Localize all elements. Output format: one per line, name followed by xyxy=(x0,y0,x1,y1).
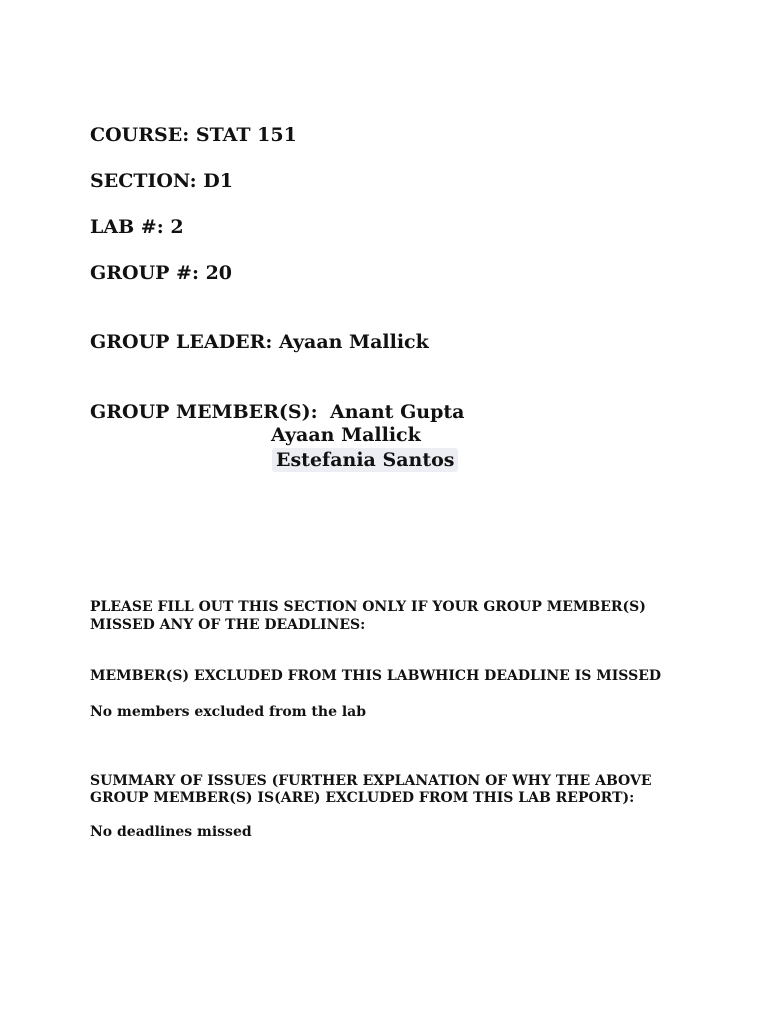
excluded-members-heading: MEMBER(S) EXCLUDED FROM THIS LABWHICH DEADLINE IS MISSED xyxy=(90,668,662,684)
summary-heading-line-2: GROUP MEMBER(S) IS(ARE) EXCLUDED FROM THIS LAB REPORT): xyxy=(90,790,635,806)
section-line: SECTION: D1 xyxy=(90,170,233,192)
instruction-line-1: PLEASE FILL OUT THIS SECTION ONLY IF YOUR GROUP MEMBER(S) xyxy=(90,599,646,615)
course-line: COURSE: STAT 151 xyxy=(90,124,297,146)
excluded-members-value: No members excluded from the lab xyxy=(90,704,367,720)
group-member-2: Ayaan Mallick xyxy=(271,424,421,446)
group-members-label: GROUP MEMBER(S): xyxy=(90,401,318,423)
summary-heading-line-1: SUMMARY OF ISSUES (FURTHER EXPLANATION OF WHY THE ABOVE xyxy=(90,773,652,789)
group-leader-line: GROUP LEADER: Ayaan Mallick xyxy=(90,331,429,353)
lab-number-line: LAB #: 2 xyxy=(90,216,184,238)
instruction-line-2: MISSED ANY OF THE DEADLINES: xyxy=(90,617,366,633)
summary-value: No deadlines missed xyxy=(90,824,252,840)
group-member-3: Estefania Santos xyxy=(272,448,458,472)
group-number-line: GROUP #: 20 xyxy=(90,262,233,284)
group-member-1: Anant Gupta xyxy=(330,401,465,423)
